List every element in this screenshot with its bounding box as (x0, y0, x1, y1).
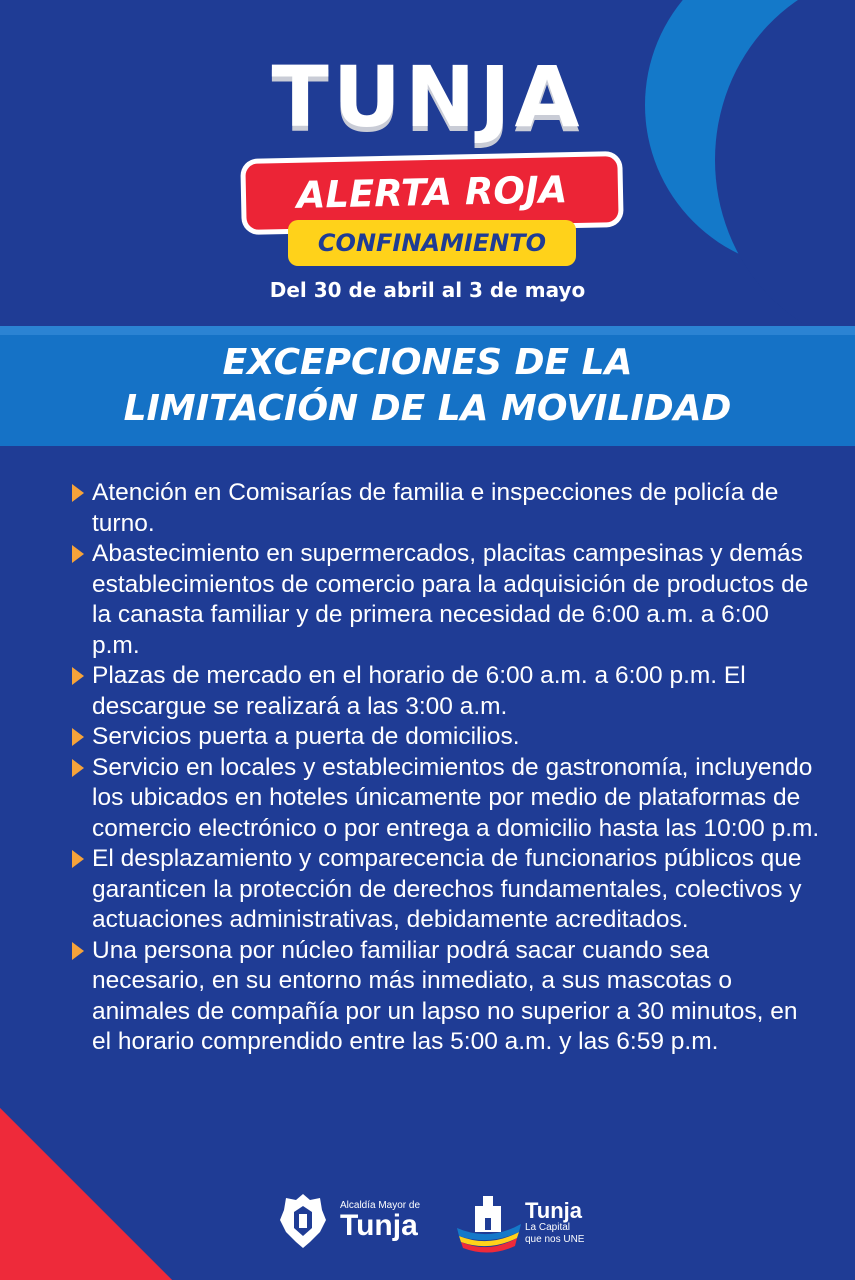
bullet-arrow-icon (72, 850, 84, 868)
section-title (0, 340, 855, 432)
list-item-text: Una persona por núcleo familiar podrá sacar cuando sea necesario, en su entorno más inmediato, a sus mascotas o animales de compañía por un lapso no superior a 30 minutos, en el horario comprendido entre las 5:00 a.m. y las 6:59 p.m. (92, 936, 798, 1055)
bullet-arrow-icon (72, 728, 84, 746)
section-title-line-1: EXCEPCIONES DE LA (222, 342, 633, 383)
alcaldia-text (340, 1200, 420, 1241)
section-title-line-2: LIMITACIÓN DE LA MOVILIDAD (123, 388, 732, 429)
list-item (72, 722, 822, 753)
list-item (72, 844, 822, 936)
bullet-arrow-icon (72, 759, 84, 777)
brand-city: Tunja (525, 1198, 583, 1223)
bullet-arrow-icon (72, 545, 84, 563)
alcaldia-city: Tunja (340, 1208, 418, 1242)
alcaldia-logo (276, 1190, 420, 1250)
exceptions-list (72, 478, 822, 1058)
bullet-arrow-icon (72, 484, 84, 502)
list-item-text: Atención en Comisarías de familia e inspecciones de policía de turno. (92, 479, 779, 537)
brand-text (525, 1200, 584, 1246)
list-item (72, 539, 822, 661)
castle-logo-icon (455, 1192, 523, 1254)
list-item-text: El desplazamiento y comparecencia de funcionarios públicos que garanticen la protección de derechos fundamentales, colectivos y actuaciones administrativas, debidamente acreditados. (92, 845, 802, 933)
list-item-text: Abastecimiento en supermercados, placitas campesinas y demás establecimientos de comercio para la adquisición de productos de la canasta familiar y de primera necesidad de 6:00 a.m. a 6:00 p.m. (92, 540, 809, 659)
bullet-arrow-icon (72, 667, 84, 685)
list-item (72, 936, 822, 1058)
banner-highlight (0, 326, 855, 335)
alert-badge: ALERTA ROJA (245, 156, 618, 230)
alcaldia-label: Alcaldía Mayor de (340, 1199, 421, 1211)
tunja-brand-logo (455, 1192, 584, 1254)
list-item-text: Plazas de mercado en el horario de 6:00 a.m. a 6:00 p.m. El descargue se realizará a las 3:00 a.m. (92, 662, 746, 720)
corner-decoration-bottom-left (0, 1088, 192, 1280)
page-title: TUNJA (271, 48, 584, 146)
coat-of-arms-icon (276, 1190, 330, 1250)
list-item-text: Servicios puerta a puerta de domicilios. (92, 723, 520, 750)
date-range: Del 30 de abril al 3 de mayo (269, 278, 586, 302)
confinement-badge: CONFINAMIENTO (288, 220, 576, 266)
list-item (72, 661, 822, 722)
brand-slogan-2: que nos UNE (525, 1234, 585, 1245)
list-item (72, 478, 822, 539)
brand-slogan-1: La Capital (525, 1222, 571, 1233)
bullet-arrow-icon (72, 942, 84, 960)
section-banner (0, 326, 855, 446)
list-item (72, 753, 822, 845)
list-item-text: Servicio en locales y establecimientos de gastronomía, incluyendo los ubicados en hoteles únicamente por medio de plataformas de comercio electrónico o por entrega a domicilio hasta las 10:00 p.m. (92, 753, 820, 842)
